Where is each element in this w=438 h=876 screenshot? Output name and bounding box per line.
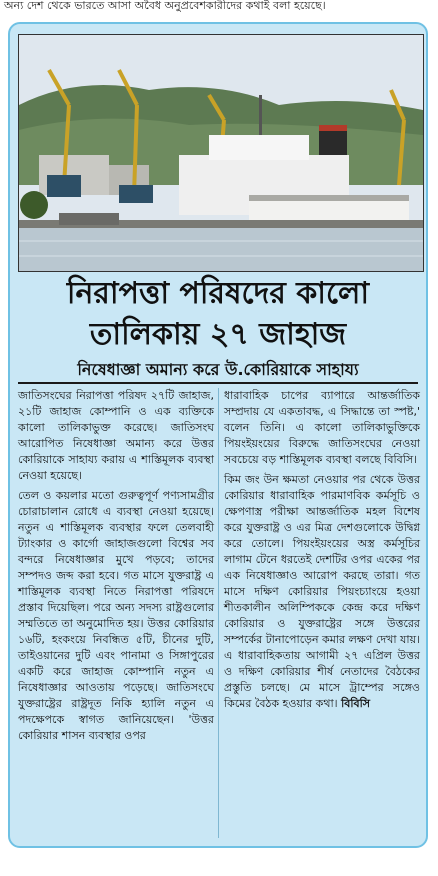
previous-article-fragment: অন্য দেশ থেকে ভারতে আসা অবৈধ অনুপ্রবেশকারীদের কথাই বলা হয়েছে।: [4, 0, 326, 12]
news-article-card: [8, 22, 428, 848]
headline-rule: [18, 382, 418, 384]
paragraph-text: কিম জং উন ক্ষমতা নেওয়ার পর থেকে উত্তর কোরিয়ার ধারাবাহিক পারমাণবিক কর্মসূচি ও ক্ষেপণাস্ত্র পরীক্ষা আন্তর্জাতিক মহল বিশেষ করে যুক্তরাষ্ট্র ও এর মিত্র দেশগুলোকে উদ্বিগ্ন করে তোলে। পিয়ংইয়ংয়ের অস্ত্র কর্মসূচির লাগাম টেনে ধরতেই দেশটির ওপর একের পর এক নিষেধাজ্ঞাও আরোপ করছে তারা। গত মাসে দক্ষিণ কোরিয়ার পিয়ংচ্যাংয়ে হওয়া শীতকালীন অলিম্পিককে কেন্দ্র করে দক্ষিণ কোরিয়ার ও যুক্তরাষ্ট্রের সঙ্গে উত্তরের সম্পর্কের টানাপোড়েন কমার লক্ষণ দেখা যায়। এ ধারাবাহিকতায় আগামী ২৭ এপ্রিল উত্তর ও দক্ষিণ কোরিয়ার শীর্ষ নেতাদের বৈঠকের প্রস্তুতি চলছে। মে মাসে ট্রাম্পের সঙ্গেও কিমের বৈঠক হওয়ার কথা।: [224, 473, 420, 710]
source-signature: বিবিসি: [341, 697, 371, 710]
column-divider: [218, 388, 219, 838]
harbor-photo: [18, 34, 424, 272]
headline-line-2: তালিকায় ২৭ জাহাজ: [89, 317, 347, 352]
headline-line-1: নিরাপত্তা পরিষদের কালো: [66, 276, 370, 311]
article-column-right: [224, 388, 420, 716]
paragraph: [224, 472, 420, 712]
paragraph: ধারাবাহিক চাপের ব্যাপারে আন্তর্জাতিক সম্প্রদায় যে একতাবদ্ধ, এ সিদ্ধান্তে তা স্পষ্ট,' বলেন তিনি। এ কালো তালিকাভুক্তিকে পিয়ংইয়ংয়ের বিরুদ্ধে জাতিসংঘের নেওয়া সবচেয়ে বড় শাস্তিমূলক ব্যবস্থা বলছে বিবিসি।: [224, 389, 420, 466]
paragraph: জাতিসংঘের নিরাপত্তা পরিষদ ২৭টি জাহাজ, ২১টি জাহাজ কোম্পানি ও এক ব্যক্তিকে কালো তালিকাভুক্ত করেছে। জাতিসংঘ আরোপিত নিষেধাজ্ঞা অমান্য করে উত্তর কোরিয়াকে সাহায্য করায় এ শাস্তিমূলক ব্যবস্থা নেওয়া হয়েছে।: [18, 389, 214, 482]
article-column-left: [18, 388, 214, 748]
paragraph: তেল ও কয়লার মতো গুরুত্বপূর্ণ পণ্যসামগ্রীর চোরাচালান রোধে এ ব্যবস্থা নেওয়া হয়েছে। নতুন এ শাস্তিমূলক ব্যবস্থার ফলে তেলবাহী ট্যাংকার ও কার্গো জাহাজগুলো বিশ্বের সব বন্দরে নিষেধাজ্ঞার মুখে পড়বে; তাদের সম্পদও জব্দ করা হবে। গত মাসে যুক্তরাষ্ট্র এ শাস্তিমূলক ব্যবস্থা নিতে নিরাপত্তা পরিষদে প্রস্তাব দিয়েছিল। পরে অন্য সদস্য রাষ্ট্রগুলোর সম্মতিতে তা অনুমোদিত হয়। উত্তর কোরিয়ার ১৬টি, হংকংয়ে নিবন্ধিত ৫টি, চীনের দুটি, তাইওয়ানের দুটি এবং পানামা ও সিঙ্গাপুরের একটি করে জাহাজ কোম্পানি নতুন এ নিষেধাজ্ঞার আওতায় পড়েছে। জাতিসংঘে যুক্তরাষ্ট্রের রাষ্ট্রদূত নিকি হ্যালি নতুন এ পদক্ষেপকে স্বাগত জানিয়েছেন। 'উত্তর কোরিয়ার শাসন ব্যবস্থার ওপর: [18, 489, 214, 742]
subheadline: নিষেধাজ্ঞা অমান্য করে উ.কোরিয়াকে সাহায্য: [77, 360, 359, 379]
